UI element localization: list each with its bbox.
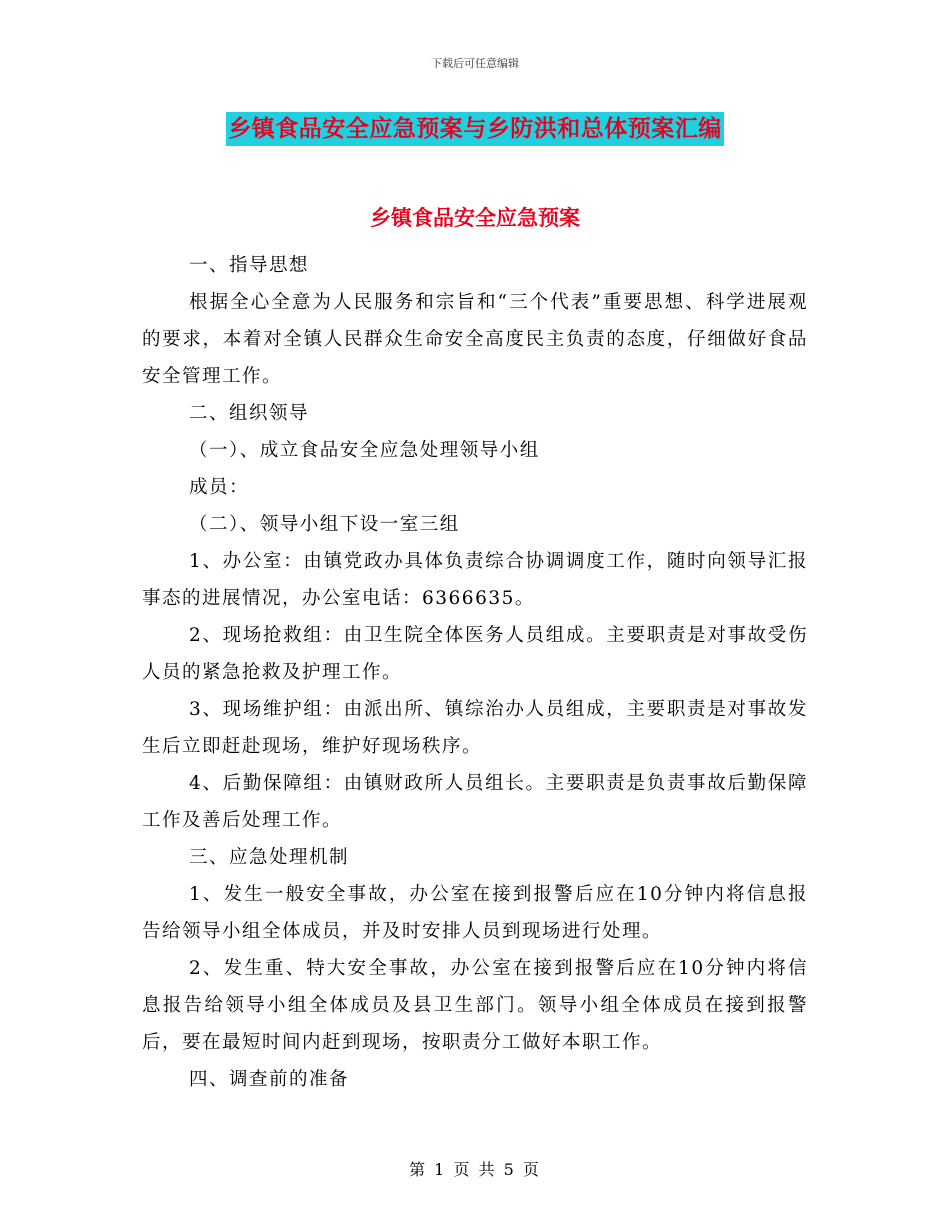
paragraph: 3、现场维护组：由派出所、镇综治办人员组成，主要职责是对事故发生后立即赶赴现场，维护好现场秩序。 bbox=[142, 699, 808, 757]
document-title bbox=[0, 110, 950, 143]
paragraph: 成员： bbox=[189, 477, 250, 498]
paragraph: 根据全心全意为人民服务和宗旨和“三个代表”重要思想、科学进展观的要求，本着对全镇人民群众生命安全高度民主负责的态度，仔细做好食品安全管理工作。 bbox=[142, 292, 808, 387]
heading-3: 三、应急处理机制 bbox=[189, 847, 350, 868]
section-title: 乡镇食品安全应急预案 bbox=[370, 206, 580, 230]
paragraph: 1、办公室：由镇党政办具体负责综合协调调度工作，随时向领导汇报事态的进展情况，办公室电话：6366635。 bbox=[142, 551, 808, 609]
page-number-footer: 第 1 页 共 5 页 bbox=[409, 1160, 541, 1179]
paragraph: 4、后勤保障组：由镇财政所人员组长。主要职责是负责事故后勤保障工作及善后处理工作。 bbox=[142, 773, 808, 831]
document-body bbox=[142, 247, 808, 1098]
subheading: （二）、领导小组下设一室三组 bbox=[189, 514, 460, 535]
subheading: （一）、成立食品安全应急处理领导小组 bbox=[189, 440, 540, 461]
header-note: 下载后可任意编辑 bbox=[431, 57, 519, 70]
paragraph: 2、发生重、特大安全事故，办公室在接到报警后应在10分钟内将信息报告给领导小组全体成员及县卫生部门。领导小组全体成员在接到报警后，要在最短时间内赶到现场，按职责分工做好本职工作。 bbox=[142, 958, 808, 1053]
paragraph: 1、发生一般安全事故，办公室在接到报警后应在10分钟内将信息报告给领导小组全体成员，并及时安排人员到现场进行处理。 bbox=[142, 884, 808, 942]
document-title-text: 乡镇食品安全应急预案与乡防洪和总体预案汇编 bbox=[226, 112, 724, 146]
heading-1: 一、指导思想 bbox=[189, 255, 310, 276]
heading-4: 四、调查前的准备 bbox=[189, 1069, 350, 1090]
heading-2: 二、组织领导 bbox=[189, 403, 310, 424]
paragraph: 2、现场抢救组：由卫生院全体医务人员组成。主要职责是对事故受伤人员的紧急抢救及护理工作。 bbox=[142, 625, 808, 683]
